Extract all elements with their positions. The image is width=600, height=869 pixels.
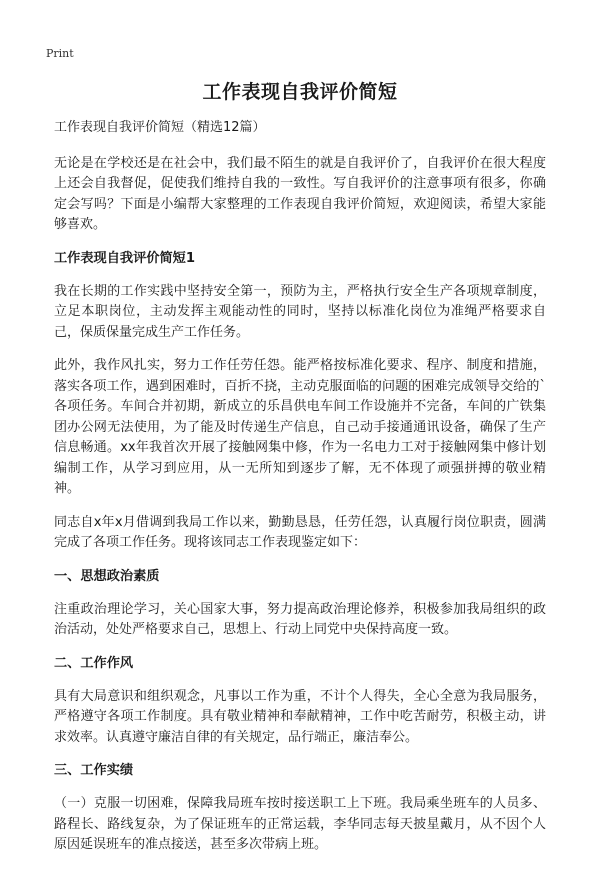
document-subtitle: 工作表现自我评价简短（精选12篇） <box>54 120 266 135</box>
section-heading-politics: 一、思想政治素质 <box>54 568 160 584</box>
section-heading-style: 二、工作作风 <box>54 655 134 671</box>
paragraph: 我在长期的工作实践中坚持安全第一，预防为主，严格执行安全生产各项规章制度，立足本职岗位，主动发挥主观能动性的同时，坚持以标准化岗位为准绳严格要求自己，保质保量完成生产工作任务。 <box>54 283 546 340</box>
section-heading-results: 三、工作实绩 <box>54 763 134 778</box>
intro-paragraph: 无论是在学校还是在社会中，我们最不陌生的就是自我评价了，自我评价在很大程度上还会自我督促，促使我们维持自我的一致性。写自我评价的注意事项有很多，你确定会写吗？下面是小编帮大家整理的工作表现自我评价简短，欢迎阅读，希望大家能够喜欢。 <box>54 155 546 232</box>
paragraph: 同志自x年x月借调到我局工作以来，勤勤恳恳，任劳任怨，认真履行岗位职责，圆满完成了各项工作任务。现将该同志工作表现鉴定如下： <box>54 514 546 550</box>
paragraph: （一）克服一切困难，保障我局班车按时接送职工上下班。我局乘坐班车的人员多、路程长、路线复杂，为了保证班车的正常运载，李华同志每天披星戴月，从不因个人原因延误班车的准点接送，甚至多次带病上班。 <box>54 796 546 852</box>
document-title: 工作表现自我评价简短 <box>202 81 398 103</box>
paragraph: 此外，我作风扎实，努力工作任劳任怨。能严格按标准化要求、程序、制度和措施，落实各项工作，遇到困难时，百折不挠，主动克服面临的问题的困难完成领导交给的`各项任务。车间合并初期，新成立的乐昌供电车间工作设施并不完备，车间的广铁集团办公网无法使用，为了能及时传递生产信息，自己动手接通通讯设备，确保了生产信息畅通。xx年我首次开展了接触网集中修，作为一名电力工对于接触网集中修计划编制工作，从学习到应用，从一无所知到逐步了解，无不体现了顽强拼搏的敬业精神。 <box>54 358 546 496</box>
paragraph: 具有大局意识和组织观念，凡事以工作为重，不计个人得失，全心全意为我局服务，严格遵守各项工作制度。具有敬业精神和奉献精神，工作中吃苦耐劳，积极主动，讲求效率。认真遵守廉洁自律的有关规定，品行端正，廉洁奉公。 <box>54 688 546 745</box>
section-heading: 工作表现自我评价简短1 <box>54 250 196 266</box>
document-body <box>54 118 546 869</box>
print-label[interactable]: Print <box>46 47 74 60</box>
paragraph: 注重政治理论学习，关心国家大事，努力提高政治理论修养，积极参加我局组织的政治活动，处处严格要求自己，思想上、行动上同党中央保持高度一致。 <box>54 601 546 637</box>
